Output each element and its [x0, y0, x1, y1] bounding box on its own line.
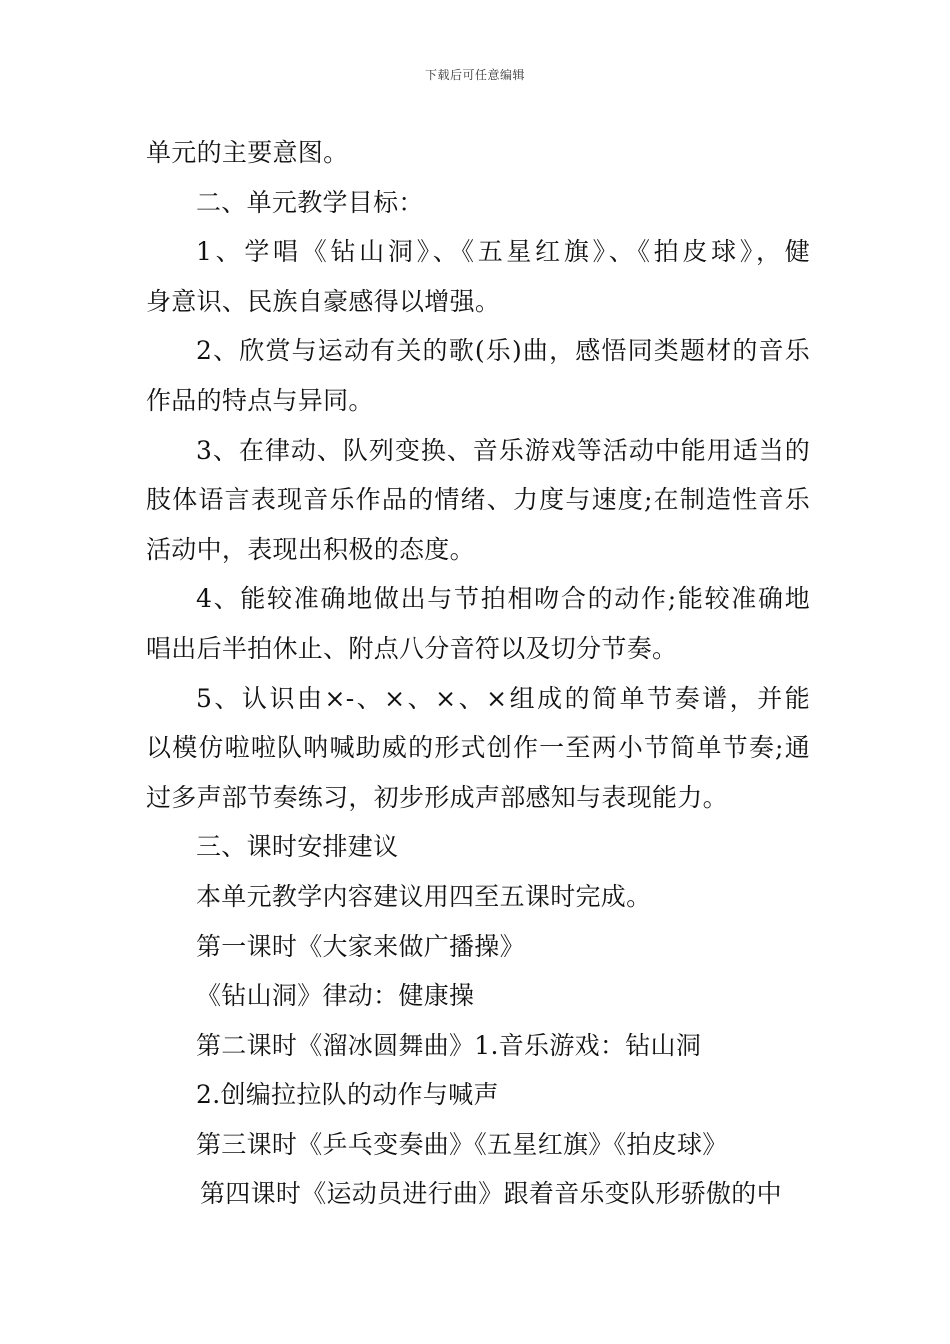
section-heading: 三、课时安排建议 — [196, 832, 399, 862]
paragraph-line: 单元的主要意图。 — [146, 138, 349, 167]
lesson-line: 第三课时《乒乓变奏曲》《五星红旗》《拍皮球》 — [196, 1129, 728, 1159]
paragraph-line: 4、能较准确地做出与节拍相吻合的动作;能较准确地 — [196, 584, 810, 614]
paragraph-line: 活动中，表现出积极的态度。 — [146, 534, 475, 564]
paragraph-line: 本单元教学内容建议用四至五课时完成。 — [196, 881, 652, 911]
document-body — [146, 128, 810, 1219]
section-heading: 二、单元教学目标： — [196, 187, 424, 217]
lesson-line: 《钻山洞》律动：健康操 — [196, 981, 475, 1011]
paragraph-line: 作品的特点与异同。 — [146, 385, 374, 415]
lesson-line: 第四课时《运动员进行曲》跟着音乐变队形骄傲的中 — [200, 1179, 782, 1209]
paragraph-line: 2、欣赏与运动有关的歌(乐)曲，感悟同类题材的音乐 — [196, 336, 810, 366]
paragraph-line: 身意识、民族自豪感得以增强。 — [146, 286, 501, 316]
paragraph-line: 过多声部节奏练习，初步形成声部感知与表现能力。 — [146, 782, 728, 812]
lesson-line: 第一课时《大家来做广播操》 — [196, 931, 525, 961]
lesson-line: 第二课时《溜冰圆舞曲》1.音乐游戏：钻山洞 — [196, 1030, 702, 1060]
page-header: 下载后可任意编辑 — [424, 68, 525, 82]
paragraph-line: 以模仿啦啦队呐喊助威的形式创作一至两小节简单节奏;通 — [146, 733, 810, 763]
paragraph-line: 5、认识由×-、×、×、×组成的简单节奏谱，并能 — [196, 683, 810, 713]
paragraph-line: 肢体语言表现音乐作品的情绪、力度与速度;在制造性音乐 — [146, 485, 810, 515]
paragraph-line: 3、在律动、队列变换、音乐游戏等活动中能用适当的 — [196, 435, 810, 465]
lesson-line: 2.创编拉拉队的动作与喊声 — [196, 1080, 499, 1110]
paragraph-line: 1、学唱《钻山洞》、《五星红旗》、《拍皮球》，健 — [196, 237, 810, 267]
paragraph-line: 唱出后半拍休止、附点八分音符以及切分节奏。 — [146, 633, 678, 663]
